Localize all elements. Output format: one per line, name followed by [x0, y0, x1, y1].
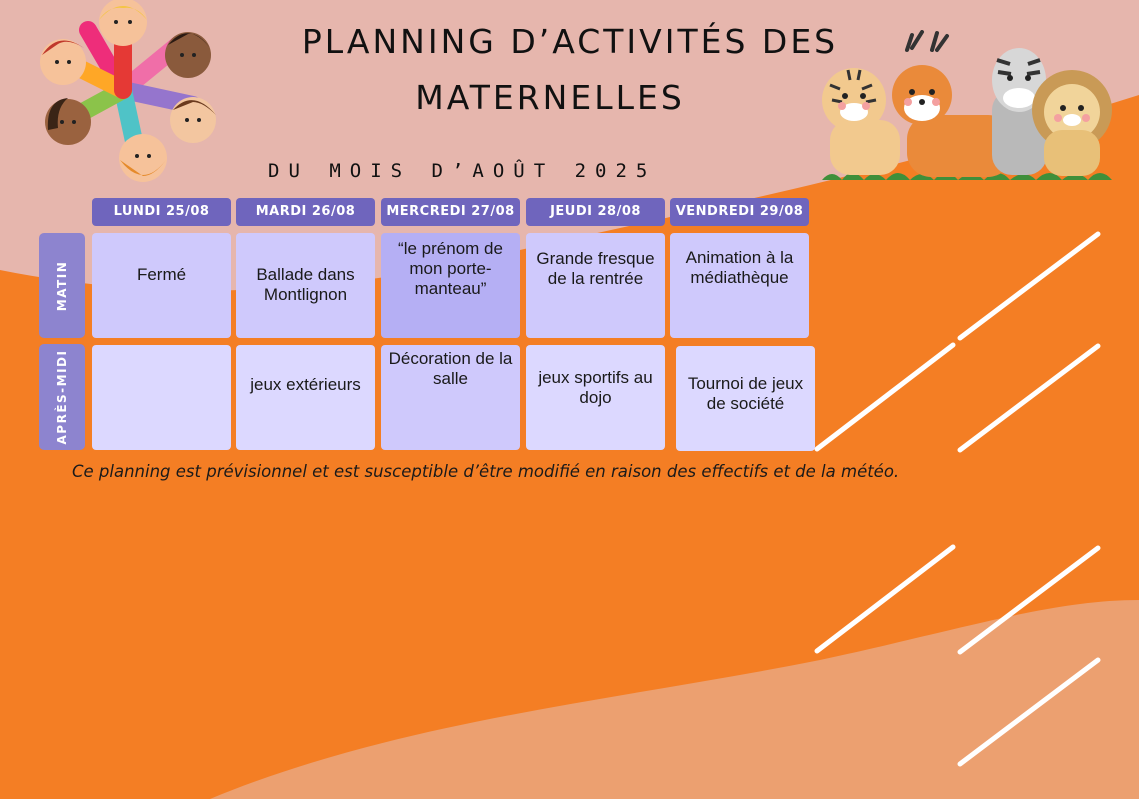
cell-tuesday-morning: Ballade dans Montlignon	[236, 233, 375, 338]
day-header-tuesday: MARDI 26/08	[236, 198, 375, 226]
day-header-friday: VENDREDI 29/08	[670, 198, 809, 226]
cell-friday-afternoon: Tournoi de jeux de société	[676, 346, 815, 451]
row-label-morning	[39, 233, 85, 338]
row-label-morning-text: MATIN	[55, 260, 69, 311]
cell-monday-morning: Fermé	[92, 233, 231, 338]
page-title-line1: PLANNING D’ACTIVITÉS DES	[301, 22, 839, 61]
cell-wednesday-afternoon: Décoration de la salle	[381, 345, 520, 450]
cell-thursday-afternoon: jeux sportifs au dojo	[526, 345, 665, 450]
day-header-monday: LUNDI 25/08	[92, 198, 231, 226]
day-header-wednesday: MERCREDI 27/08	[381, 198, 520, 226]
cell-friday-morning: Animation à la médiathèque	[670, 233, 809, 338]
cell-thursday-morning: Grande fresque de la rentrée	[526, 233, 665, 338]
disclaimer-note: Ce planning est prévisionnel et est susceptible d’être modifié en raison des effectifs et de la météo.	[72, 462, 900, 481]
row-label-afternoon-text: APRÈS-MIDI	[55, 349, 69, 445]
page-title-line2: MATERNELLES	[415, 78, 685, 117]
animals-illustration	[812, 30, 1118, 186]
children-circle-illustration	[28, 0, 218, 190]
day-header-thursday: JEUDI 28/08	[526, 198, 665, 226]
month-subtitle: DU MOIS D’AOÛT 2025	[268, 160, 657, 182]
cell-monday-afternoon	[92, 345, 231, 450]
cell-wednesday-morning: “le prénom de mon porte-manteau”	[381, 233, 520, 338]
row-label-afternoon	[39, 344, 85, 450]
cell-tuesday-afternoon: jeux extérieurs	[236, 345, 375, 450]
